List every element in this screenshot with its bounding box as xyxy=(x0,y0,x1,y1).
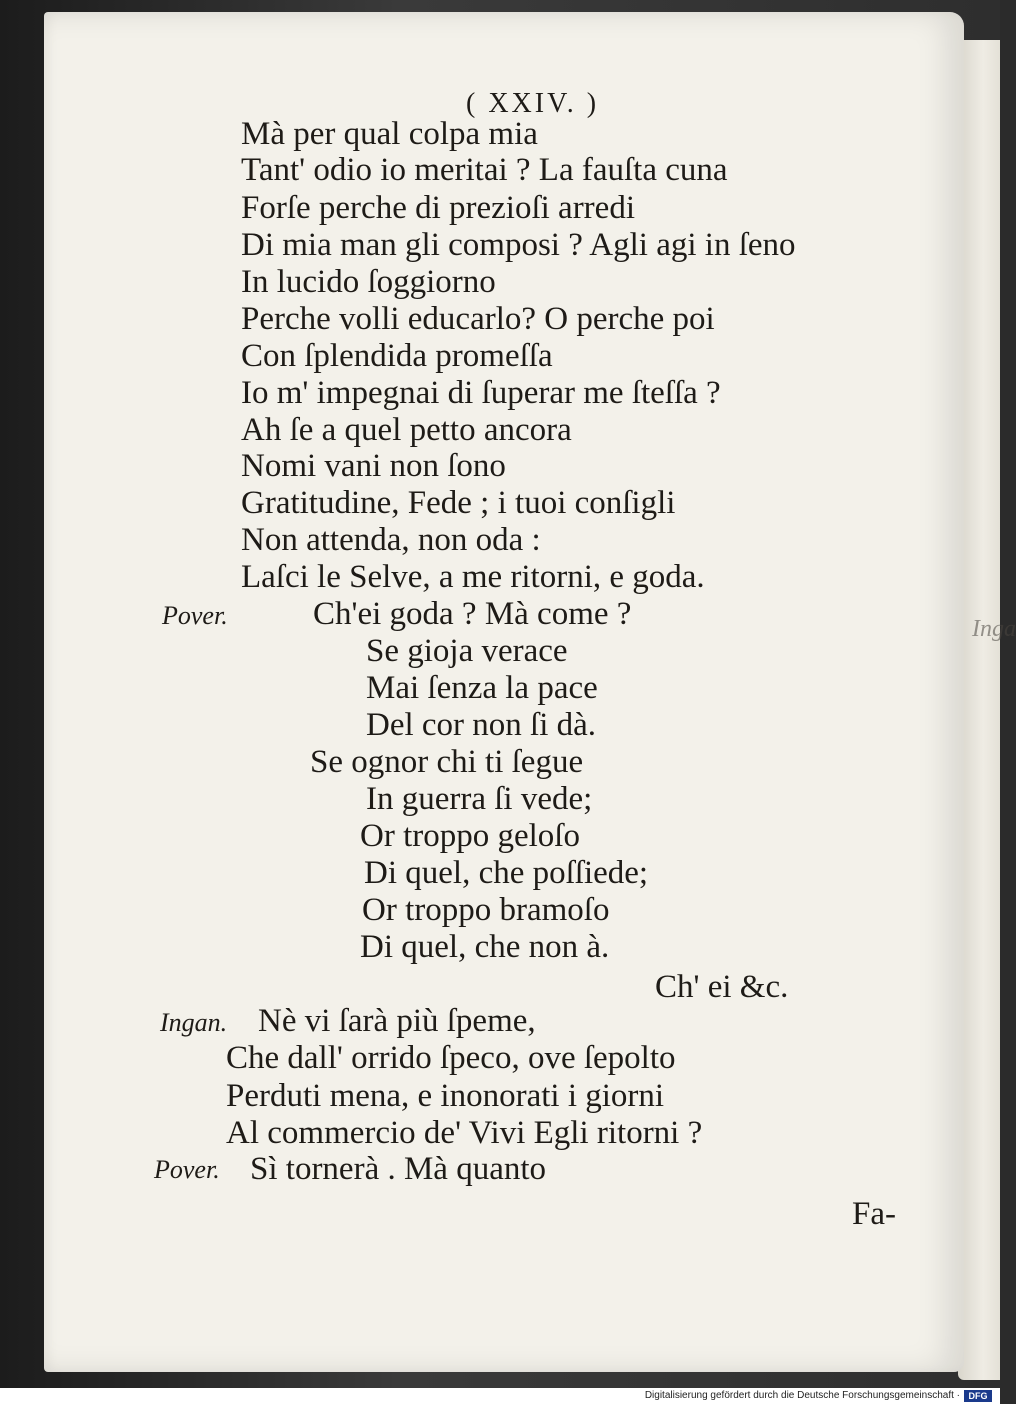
page-number-header: ( XXIV. ) xyxy=(466,88,600,119)
verse-line: Sì tornerà . Mà quanto xyxy=(250,1151,547,1187)
dfg-logo: DFG xyxy=(964,1390,992,1402)
verse-line: Tant' odio io meritai ? La fauſta cuna xyxy=(241,152,728,188)
verse-line: Forſe perche di prezioſi arredi xyxy=(241,190,635,226)
verse-line: Gratitudine, Fede ; i tuoi conſigli xyxy=(241,485,676,521)
verse-line: Nè vi ſarà più ſpeme, xyxy=(258,1003,536,1039)
verse-line: In lucido ſoggiorno xyxy=(241,264,496,300)
footer-bar xyxy=(0,1388,1000,1404)
verse-line: Ch'ei goda ? Mà come ? xyxy=(313,596,632,632)
verse-line: Mà per qual colpa mia xyxy=(241,116,538,152)
next-page-edge xyxy=(958,40,1000,1380)
verse-line: Perduti mena, e inonorati i giorni xyxy=(226,1078,665,1114)
funding-notice: Digitalisierung gefördert durch die Deutsche Forschungsgemeinschaft · xyxy=(644,1390,960,1401)
verse-line: Or troppo geloſo xyxy=(360,818,580,854)
speaker-label-pover: Pover. xyxy=(162,601,228,630)
verse-line: Con ſplendida promeſſa xyxy=(241,338,553,374)
verse-line: Se gioja verace xyxy=(366,633,568,669)
verse-line: Al commercio de' Vivi Egli ritorni ? xyxy=(226,1115,703,1151)
verse-line: In guerra ſi vede; xyxy=(366,781,593,817)
next-page-fragment: Inga xyxy=(972,616,1016,642)
verse-line: Perche volli educarlo? O perche poi xyxy=(241,301,715,337)
verse-line-refrain: Ch' ei &c. xyxy=(655,969,789,1005)
verse-line: Che dall' orrido ſpeco, ove ſepolto xyxy=(226,1040,676,1076)
speaker-label-ingan: Ingan. xyxy=(160,1008,228,1037)
verse-line: Di quel, che non à. xyxy=(360,929,610,965)
verse-line: Ah ſe a quel petto ancora xyxy=(241,412,572,448)
verse-line: Laſci le Selve, a me ritorni, e goda. xyxy=(241,559,705,595)
verse-line: Del cor non ſi dà. xyxy=(366,707,597,743)
verse-line: Or troppo bramoſo xyxy=(362,892,610,928)
catchword: Fa- xyxy=(852,1196,896,1232)
verse-line: Io m' impegnai di ſuperar me ſteſſa ? xyxy=(241,375,721,411)
verse-line: Di quel, che poſſiede; xyxy=(364,855,649,891)
verse-line: Di mia man gli composi ? Agli agi in ſeno xyxy=(241,227,796,263)
speaker-label-pover: Pover. xyxy=(154,1155,220,1184)
verse-line: Se ognor chi ti ſegue xyxy=(310,744,584,780)
verse-line: Non attenda, non oda : xyxy=(241,522,541,558)
verse-line: Nomi vani non ſono xyxy=(241,448,506,484)
verse-line: Mai ſenza la pace xyxy=(366,670,598,706)
